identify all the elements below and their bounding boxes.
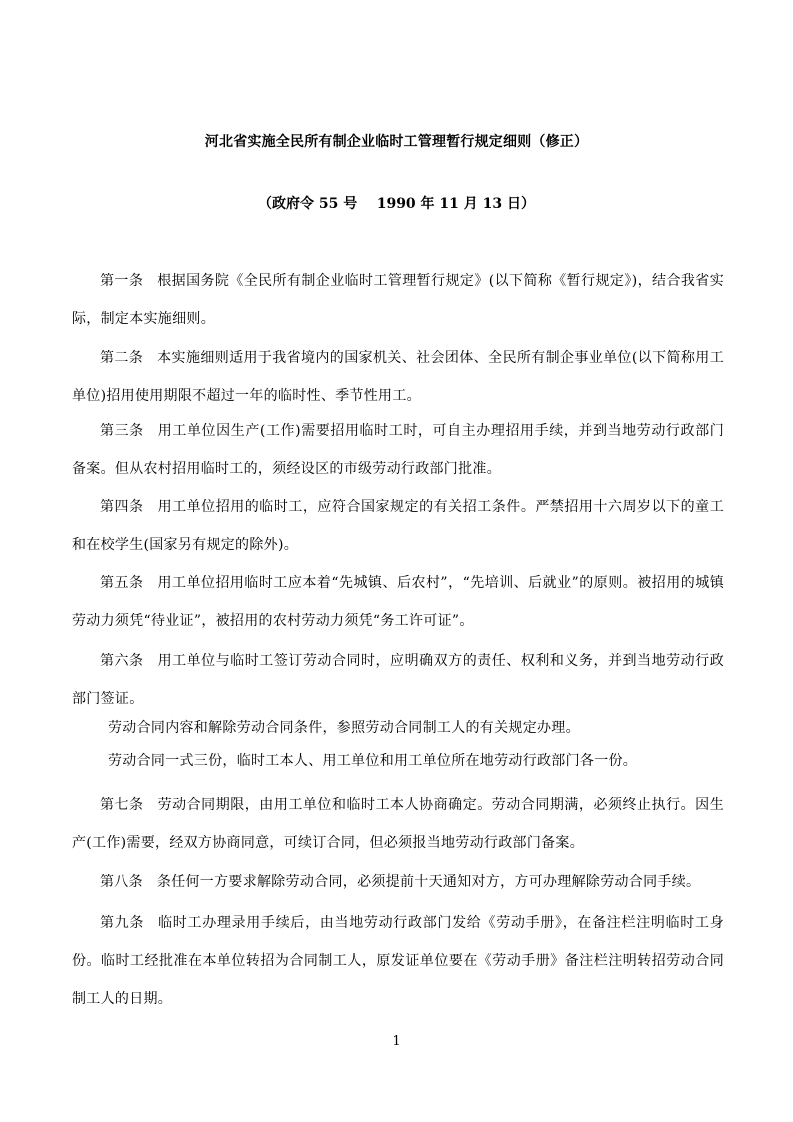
article-text: 根据国务院《全民所有制企业临时工管理暂行规定》(以下简称《暂行规定》)，结合我省实际，制定本实施细则。 [72, 273, 724, 327]
article-8 [72, 863, 724, 901]
article-number: 第二条 [100, 350, 144, 366]
article-5 [72, 564, 724, 640]
article-text: 用工单位因生产(工作)需要招用临时工时，可自主办理招用手续，并到当地劳动行政部门备案。但从农村招用临时工的，须经设区的市级劳动行政部门批准。 [72, 423, 725, 477]
article-number: 第八条 [100, 874, 143, 890]
article-6-sub-paragraph-2: 劳动合同一式三份，临时工本人、用工单位和用工单位所在地劳动行政部门各一份。 [108, 753, 638, 769]
article-number: 第四条 [100, 499, 144, 515]
article-text: 用工单位与临时工签订劳动合同时，应明确双方的责任、权利和义务，并到当地劳动行政部门签证。 [72, 653, 724, 707]
article-number: 第一条 [100, 273, 144, 289]
article-text: 本实施细则适用于我省境内的国家机关、社会团体、全民所有制企事业单位(以下简称用工单位)招用使用期限不超过一年的临时性、季节性用工。 [72, 350, 724, 404]
page-number: 1 [392, 1034, 401, 1049]
document-title: 河北省实施全民所有制企业临时工管理暂行规定细则（修正） [204, 134, 589, 150]
article-text: 临时工办理录用手续后，由当地劳动行政部门发给《劳动手册》，在备注栏注明临时工身份。临时工经批准在本单位转招为合同制工人，原发证单位要在《劳动手册》备注栏注明转招劳动合同制工人的日期。 [72, 915, 724, 1007]
article-text: 劳动合同期限，由用工单位和临时工本人协商确定。劳动合同期满，必须终止执行。因生产(工作)需要，经双方协商同意，可续订合同，但必须报当地劳动行政部门备案。 [72, 797, 724, 851]
article-number: 第九条 [100, 915, 145, 931]
article-1 [72, 262, 724, 338]
article-number: 第七条 [100, 797, 144, 813]
article-6 [72, 642, 724, 718]
article-text: 用工单位招用的临时工，应符合国家规定的有关招工条件。严禁招用十六周岁以下的童工和在校学生(国家另有规定的除外)。 [72, 499, 724, 553]
article-number: 第五条 [100, 575, 144, 591]
article-text: 用工单位招用临时工应本着“先城镇、后农村”，“先培训、后就业”的原则。被招用的城镇劳动力须凭“待业证”，被招用的农村劳动力须凭“务工许可证”。 [72, 575, 724, 629]
article-text: 条任何一方要求解除劳动合同，必须提前十天通知对方，方可办理解除劳动合同手续。 [156, 874, 701, 890]
article-9 [72, 904, 724, 1018]
article-2 [72, 339, 724, 415]
article-6-sub-paragraph-1: 劳动合同内容和解除劳动合同条件，参照劳动合同制工人的有关规定办理。 [108, 720, 580, 736]
article-3 [72, 412, 724, 488]
document-subtitle: （政府令 55 号 1990 年 11 月 13 日） [257, 196, 536, 212]
article-number: 第三条 [100, 423, 144, 439]
article-number: 第六条 [100, 653, 144, 669]
article-4 [72, 488, 724, 564]
article-7 [72, 786, 724, 862]
